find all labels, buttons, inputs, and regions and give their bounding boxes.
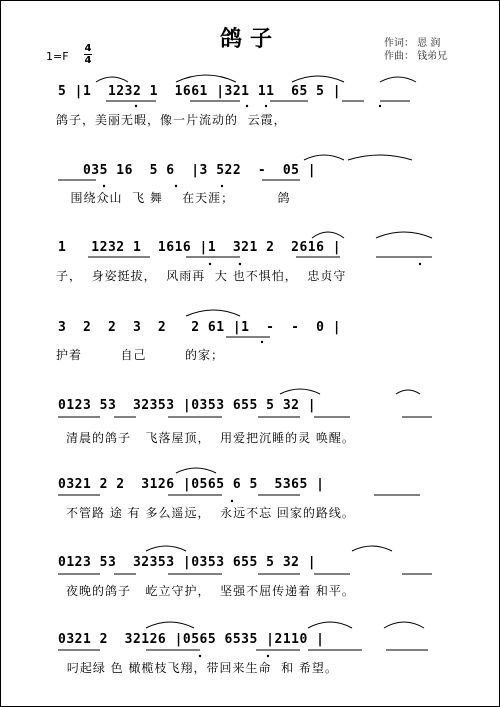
lyrics-line-1: 鸽子，美丽无暇，像一片流动的 云霞，: [56, 113, 287, 127]
composer-credit: 作曲： 钱弟兄: [384, 51, 448, 62]
key-signature: 1=F: [46, 50, 69, 63]
lyrics-line-2: 围绕众山 飞 舞 在天涯； 鸽: [56, 191, 291, 205]
lyrics-line-6: 不管路 途 有 多么遥远， 永远不忘 回家的路线。: [66, 506, 355, 520]
lyrics-line-3: 子， 身姿挺拔， 风雨再 大 也不惧怕， 忠贞守: [56, 269, 347, 283]
song-title: 鸽子: [219, 27, 280, 52]
notes-line-7: 0123 53 32353 |0353 655 5 32 |: [58, 555, 317, 570]
lyrics-line-8: 叼起绿 色 橄榄枝飞翔，带回来生命 和 希望。: [62, 661, 338, 675]
notes-line-2: 035 16 5 6 |3 522 - 05 |: [58, 163, 317, 178]
notes-line-6: 0321 2 2 3126 |0565 6 5 5365 |: [58, 477, 325, 492]
notes-line-1: 5 |1 1232 1 1661 |321 11 65 5 |: [58, 84, 342, 99]
lyrics-line-7: 夜晚的鸽子 屹立守护， 坚强不屈传递着 和平。: [66, 584, 355, 598]
notes-line-8: 0321 2 32126 |0565 6535 |2110 |: [58, 632, 325, 647]
lyrics-line-4: 护着 自己 的家；: [56, 348, 225, 362]
credits: [384, 37, 447, 63]
lyricist-credit: 作词： 恩 润: [384, 38, 441, 49]
lyrics-line-5: 清晨的鸽子 飞落屋顶， 用爱把沉睡的灵 唤醒。: [66, 431, 355, 445]
time-signature-bottom: 4: [84, 55, 92, 66]
notes-line-4: 3 2 2 3 2 2 61 |1 - - 0 |: [58, 320, 342, 335]
time-signature: [84, 44, 92, 65]
notes-line-3: 1 1232 1 1616 |1 321 2 2616 |: [58, 240, 342, 255]
time-signature-top: 4: [84, 43, 92, 54]
notes-line-5: 0123 53 32353 |0353 655 5 32 |: [58, 398, 317, 413]
